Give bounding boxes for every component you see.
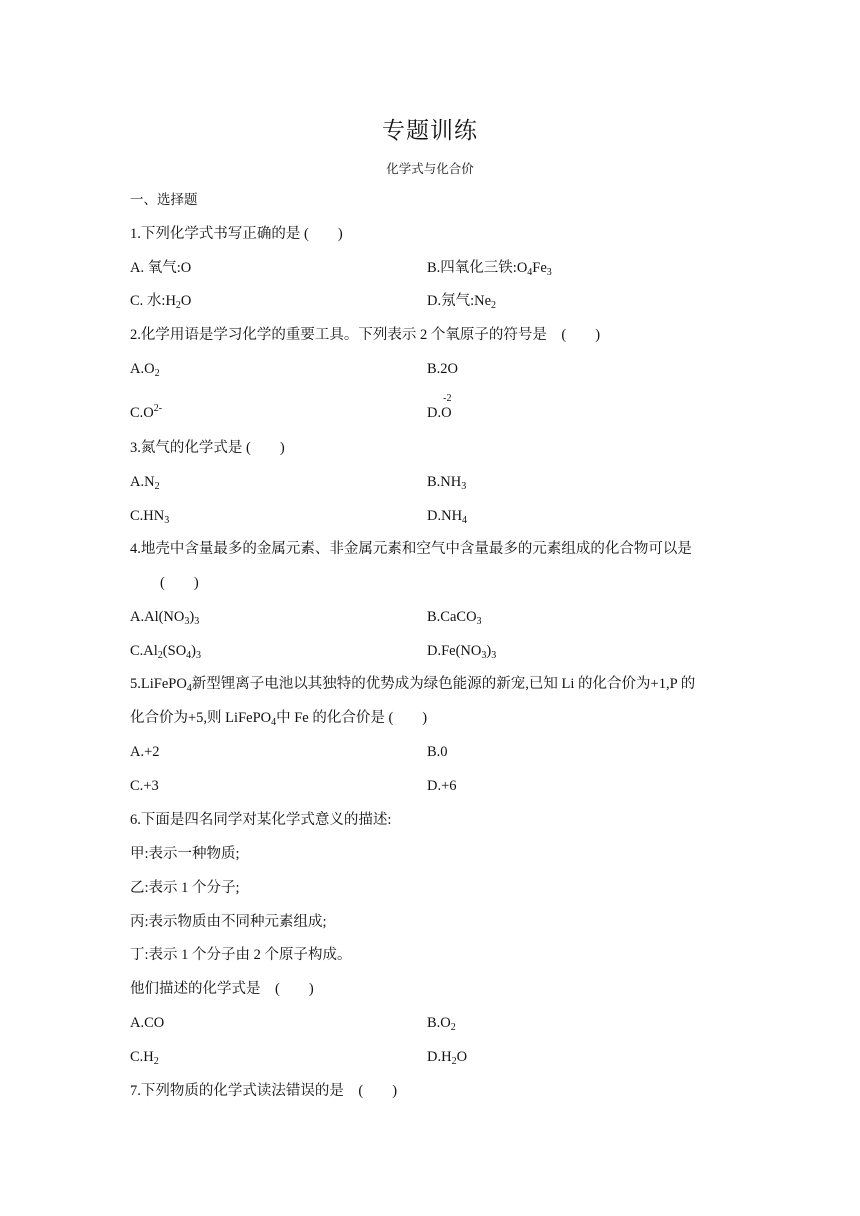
question-4-stem-paren: ( ) [160,575,199,591]
q6-option-a: A.CO [130,1015,165,1031]
document-subtitle: 化学式与化合价 [386,161,474,176]
q1-option-d: D.氖气$:Ne_2$ [427,293,497,311]
q1-option-b: B.四氧化三铁$:O_4Fe_3$ [427,260,552,278]
document-title: 专题训练 [382,118,478,144]
q4-option-b: B.CaCO$_3$ [427,609,482,627]
q2-option-d: D. -2 O [427,404,452,422]
q4-option-a: $A.Al(NO_3)_3$ [130,609,200,627]
q6-statement-bing: 丙:表示物质由不同种元素组成; [130,914,327,930]
question-6-ask: 他们描述的化学式是 ( ) [130,981,314,997]
q5-option-d: D.+6 [427,778,457,794]
q3-option-b: $B.NH_3$ [427,474,467,492]
q6-statement-yi: 乙:表示 1 个分子; [130,880,240,896]
q3-option-c: $C.HN_3$ [130,508,170,526]
q5-option-b: B.0 [427,744,448,760]
question-6-stem: 6.下面是四名同学对某化学式意义的描述: [130,812,392,828]
q1-option-a: A. 氧气:O [130,260,192,276]
q3-option-d: $D.NH_4$ [427,508,468,526]
q6-option-b: $B.O_2$ [427,1015,456,1033]
q4-option-d: $D.Fe(NO_3)_3$ [427,643,497,661]
q2-option-b: B.2O [427,361,459,377]
q6-statement-jia: 甲:表示一种物质; [130,846,240,862]
question-7-stem: 7.下列物质的化学式读法错误的是 ( ) [130,1083,398,1099]
q5-option-c: C.+3 [130,778,159,794]
question-3-stem: 3.氮气的化学式是 ( ) [130,440,285,456]
q6-statement-ding: 丁:表示 1 个分子由 2 个原子构成。 [130,947,352,963]
q2-option-a: $A.O_2$ [130,361,160,379]
q6-option-c: $C.H_2$ [130,1049,159,1067]
q2-option-c: $C.O^{2-}$ [130,403,163,421]
q5-option-a: A.+2 [130,744,160,760]
question-5-stem-line2: 化合价为+5,则 LiFePO$_4$中 Fe 的化合价是 ( ) [130,710,428,728]
q1-option-c: C. 水$:H_2O$ [130,293,192,311]
section-heading: 一、选择题 [130,192,198,208]
question-2-stem: 2.化学用语是学习化学的重要工具。下列表示 2 个氧原子的符号是 ( ) [130,327,601,343]
question-1-stem: 1.下列化学式书写正确的是 ( ) [130,226,343,242]
question-5-stem: 5.LiFePO$_4$新型锂离子电池以其独特的优势成为绿色能源的新宠,已知 Li 的化合价为+1,P 的 [130,676,696,694]
q6-option-d: $D.H_2O$ [427,1049,468,1067]
q4-option-c: $C.Al_2(SO_4)_3$ [130,643,202,661]
valence-mark: -2 [443,393,452,404]
q3-option-a: $A.N_2$ [130,474,160,492]
question-4-stem: 4.地壳中含量最多的金属元素、非金属元素和空气中含量最多的元素组成的化合物可以是 [130,541,692,557]
